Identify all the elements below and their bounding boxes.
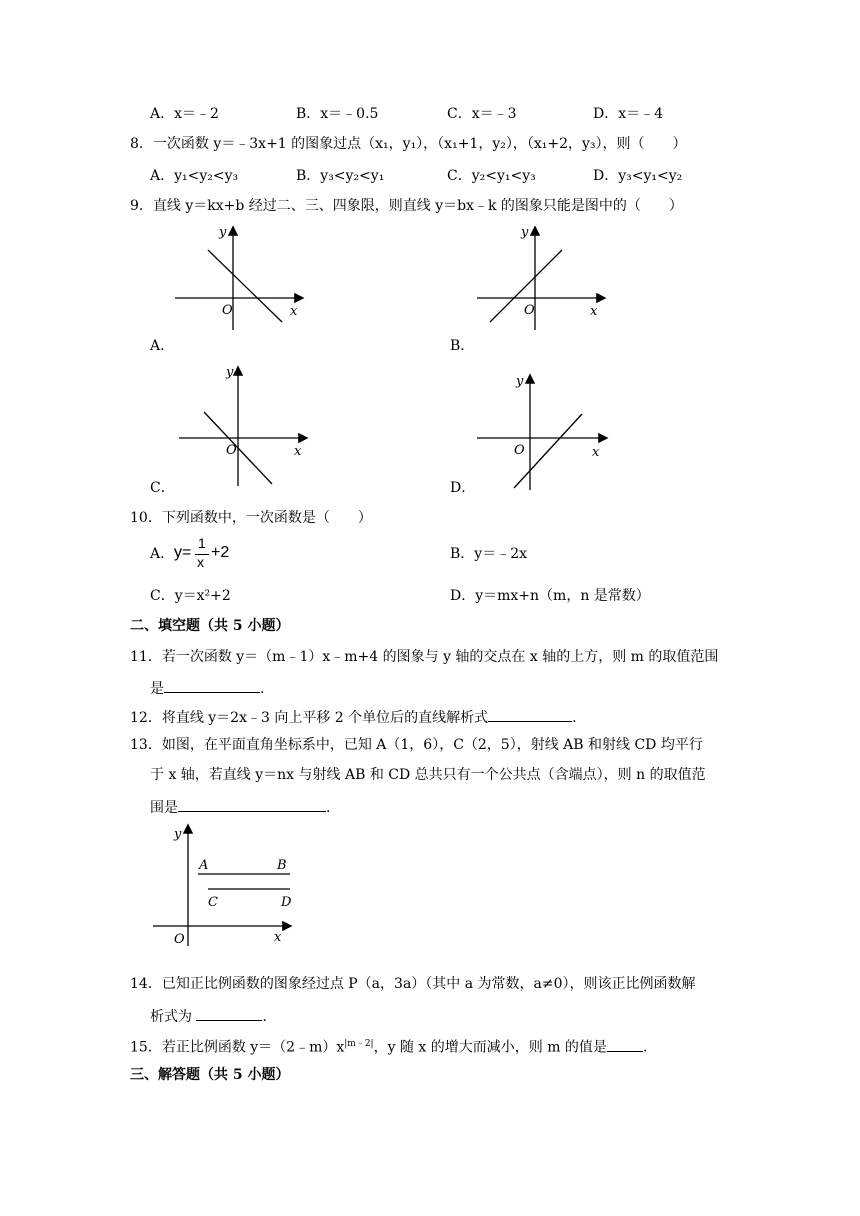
q9-graph-b bbox=[472, 222, 612, 332]
svg-text:y: y bbox=[521, 225, 529, 240]
q7-option-a: A．x＝﹣2 bbox=[150, 106, 219, 122]
q10-option-a-prefix: A． bbox=[150, 546, 175, 562]
q7-option-d: D．x＝﹣4 bbox=[593, 106, 664, 122]
origin-label: O bbox=[222, 303, 233, 318]
q9-label-a: A． bbox=[150, 338, 175, 354]
svg-text:y: y bbox=[226, 365, 234, 380]
q14-line2: 析式为 . bbox=[150, 1004, 267, 1027]
q7-option-b: B．x＝﹣0.5 bbox=[296, 106, 379, 122]
q8-option-b: B．y₃<y₂<y₁ bbox=[296, 168, 385, 184]
q10-option-b: B．y＝﹣2x bbox=[450, 546, 527, 562]
svg-text:x: x bbox=[294, 444, 302, 459]
q8-option-d: D．y₃<y₁<y₂ bbox=[593, 168, 683, 184]
q10-option-c: C．y＝x²+2 bbox=[150, 588, 231, 604]
q12-line: 12．将直线 y＝2x﹣3 向上平移 2 个单位后的直线解析式 . bbox=[130, 705, 577, 728]
axis-x-label: x bbox=[290, 304, 298, 319]
svg-text:x: x bbox=[274, 930, 282, 945]
svg-text:y: y bbox=[516, 374, 524, 389]
q14-line1: 14．已知正比例函数的图象经过点 P（a，3a）（其中 a 为常数，a≠0），则该正比例函数解 bbox=[130, 976, 696, 992]
svg-text:D: D bbox=[281, 895, 292, 910]
section-fill-in-title: 二、填空题（共 5 小题） bbox=[130, 618, 290, 634]
q14-answer-blank[interactable] bbox=[196, 1004, 262, 1021]
svg-text:O: O bbox=[174, 932, 185, 947]
svg-text:x: x bbox=[590, 304, 598, 319]
q15-line: 15．若正比例函数 $y=(2﹣m)x^{|m﹣2|}$，y 随 x 的增大而减小，则 m 的值是 . bbox=[130, 1034, 647, 1058]
q13-line1: 13．如图，在平面直角坐标系中，已知 A（1，6），C（2，5），射线 AB 和射线 CD 均平行 bbox=[130, 737, 703, 753]
q8-option-c: C．y₂<y₁<y₃ bbox=[447, 168, 536, 184]
q9-graph-a bbox=[170, 222, 310, 332]
svg-text:C: C bbox=[208, 895, 218, 910]
q13-line2: 于 x 轴，若直线 y＝nx 与射线 AB 和 CD 总共只有一个公共点（含端点），则 n 的取值范 bbox=[150, 767, 706, 783]
q11-line1: 11．若一次函数 y＝（m﹣1）x﹣m+4 的图象与 y 轴的交点在 x 轴的上方，则 m 的取值范围 bbox=[130, 649, 719, 665]
q11-answer-blank[interactable] bbox=[164, 676, 260, 693]
section-solve-title: 三、解答题（共 5 小题） bbox=[130, 1067, 290, 1083]
q13-figure bbox=[150, 822, 300, 947]
q10-option-d: D．y＝mx+n（m，n 是常数） bbox=[450, 588, 650, 604]
q7-option-c: C．x＝﹣3 bbox=[447, 106, 517, 122]
q9-label-c: C． bbox=[150, 480, 175, 496]
axis-y-label: y bbox=[219, 225, 227, 240]
svg-text:y: y bbox=[174, 827, 182, 842]
svg-text:x: x bbox=[592, 445, 600, 460]
q11-line2: 是 . bbox=[150, 676, 264, 699]
q15-answer-blank[interactable] bbox=[607, 1035, 643, 1052]
q12-answer-blank[interactable] bbox=[488, 705, 572, 722]
q9-label-b: B． bbox=[450, 338, 475, 354]
svg-text:A: A bbox=[199, 858, 209, 873]
q9-stem: 9．直线 y＝kx+b 经过二、三、四象限，则直线 y＝bx﹣k 的图象只能是图中的（ ） bbox=[130, 198, 683, 214]
svg-text:O: O bbox=[226, 443, 237, 458]
q13-answer-blank[interactable] bbox=[178, 795, 326, 812]
svg-text:O: O bbox=[524, 303, 535, 318]
q8-stem: 8．一次函数 y＝﹣3x+1 的图象过点（x₁，y₁），（x₁+1，y₂），（x₁+2，y₃），则（ ） bbox=[130, 136, 687, 152]
q9-graph-d bbox=[474, 370, 614, 495]
q8-option-a: A．y₁<y₂<y₃ bbox=[150, 168, 239, 184]
svg-text:O: O bbox=[514, 443, 525, 458]
svg-text:B: B bbox=[277, 858, 287, 873]
q9-label-d: D． bbox=[450, 480, 476, 496]
q9-graph-c bbox=[174, 362, 314, 487]
q13-line3: 围是 . bbox=[150, 795, 330, 818]
q10-stem: 10．下列函数中，一次函数是（ ） bbox=[130, 510, 372, 526]
